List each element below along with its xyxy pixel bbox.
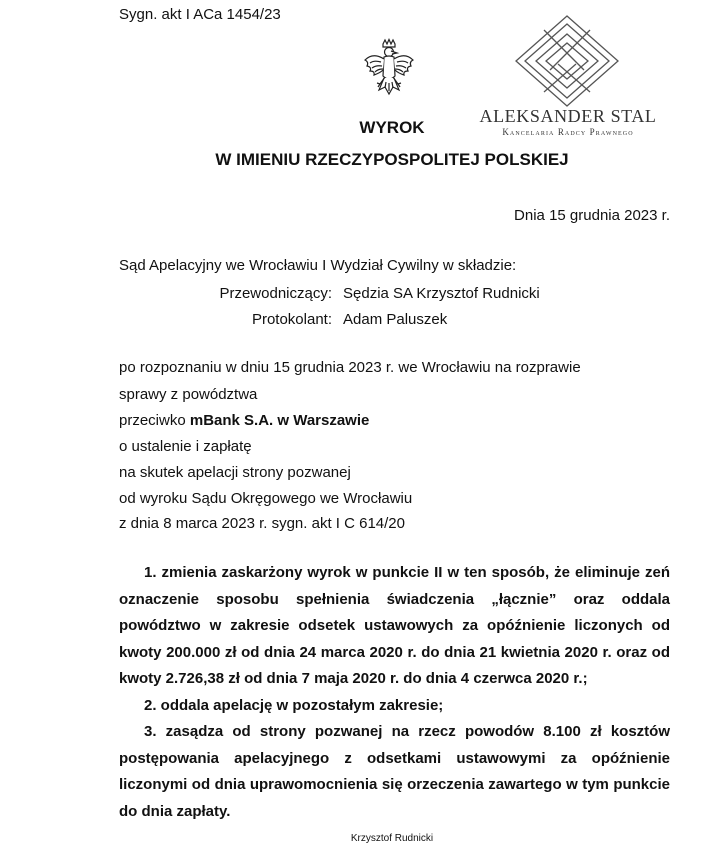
court-composition-intro: Sąd Apelacyjny we Wrocławiu I Wydział Cywilny w składzie:: [119, 257, 517, 274]
proceedings-line: z dnia 8 marca 2023 r. sygn. akt I C 614/20: [119, 515, 405, 532]
ruling-date: Dnia 15 grudnia 2023 r.: [514, 207, 670, 224]
clerk-name: Adam Paluszek: [343, 311, 448, 328]
defendant-line: [119, 412, 369, 429]
defendant-prefix: przeciwko: [119, 412, 190, 429]
interlocked-diamond-logo-icon: [514, 14, 620, 108]
proceedings-line: o ustalenie i zapłatę: [119, 438, 252, 455]
polish-eagle-icon: [361, 38, 417, 102]
presiding-judge-label: Przewodniczący:: [219, 285, 332, 302]
ruling-points: [119, 560, 670, 825]
document-subtitle: W IMIENIU RZECZYPOSPOLITEJ POLSKIEJ: [215, 150, 569, 169]
presiding-judge-name: Sędzia SA Krzysztof Rudnicki: [343, 285, 540, 302]
defendant-name: mBank S.A. w Warszawie: [189, 412, 370, 429]
ruling-point-3: 3. zasądza od strony pozwanej na rzecz powodów 8.100 zł kosztów postępowania apelacyjnego z odsetkami ustawowymi za opóźnienie liczonymi od dnia uprawomocnienia się orzeczenia zawartego w tym punkcie do dnia zapłaty.: [119, 723, 670, 820]
ruling-point-1: 1. zmienia zaskarżony wyrok w punkcie II w ten sposób, że eliminuje zeń oznaczenie sposobu spełnienia świadczenia „łącznie” oraz oddala powództwo w zakresie odsetek ustawowych za opóźnienie liczonych od kwoty 200.000 zł od dnia 24 marca 2020 r. do dnia 21 kwietnia 2020 r. oraz od kwoty 2.726,38 zł od dnia 7 maja 2020 r. do dnia 4 czerwca 2020 r.;: [119, 564, 670, 687]
proceedings-line: sprawy z powództwa: [119, 386, 258, 403]
proceedings-line: na skutek apelacji strony pozwanej: [119, 464, 351, 481]
document-title: WYROK: [359, 118, 425, 137]
signer-name: Krzysztof Rudnicki: [350, 833, 434, 844]
law-office-name: ALEKSANDER STAL: [479, 106, 657, 126]
proceedings-line: od wyroku Sądu Okręgowego we Wrocławiu: [119, 490, 413, 507]
case-reference: Sygn. akt I ACa 1454/23: [119, 6, 281, 23]
clerk-label: Protokolant:: [251, 311, 332, 328]
law-office-subtitle: Kancelaria Radcy Prawnego: [502, 127, 634, 137]
proceedings-line: po rozpoznaniu w dniu 15 grudnia 2023 r. we Wrocławiu na rozprawie: [119, 359, 581, 376]
ruling-point-2: 2. oddala apelację w pozostałym zakresie;: [144, 696, 444, 714]
